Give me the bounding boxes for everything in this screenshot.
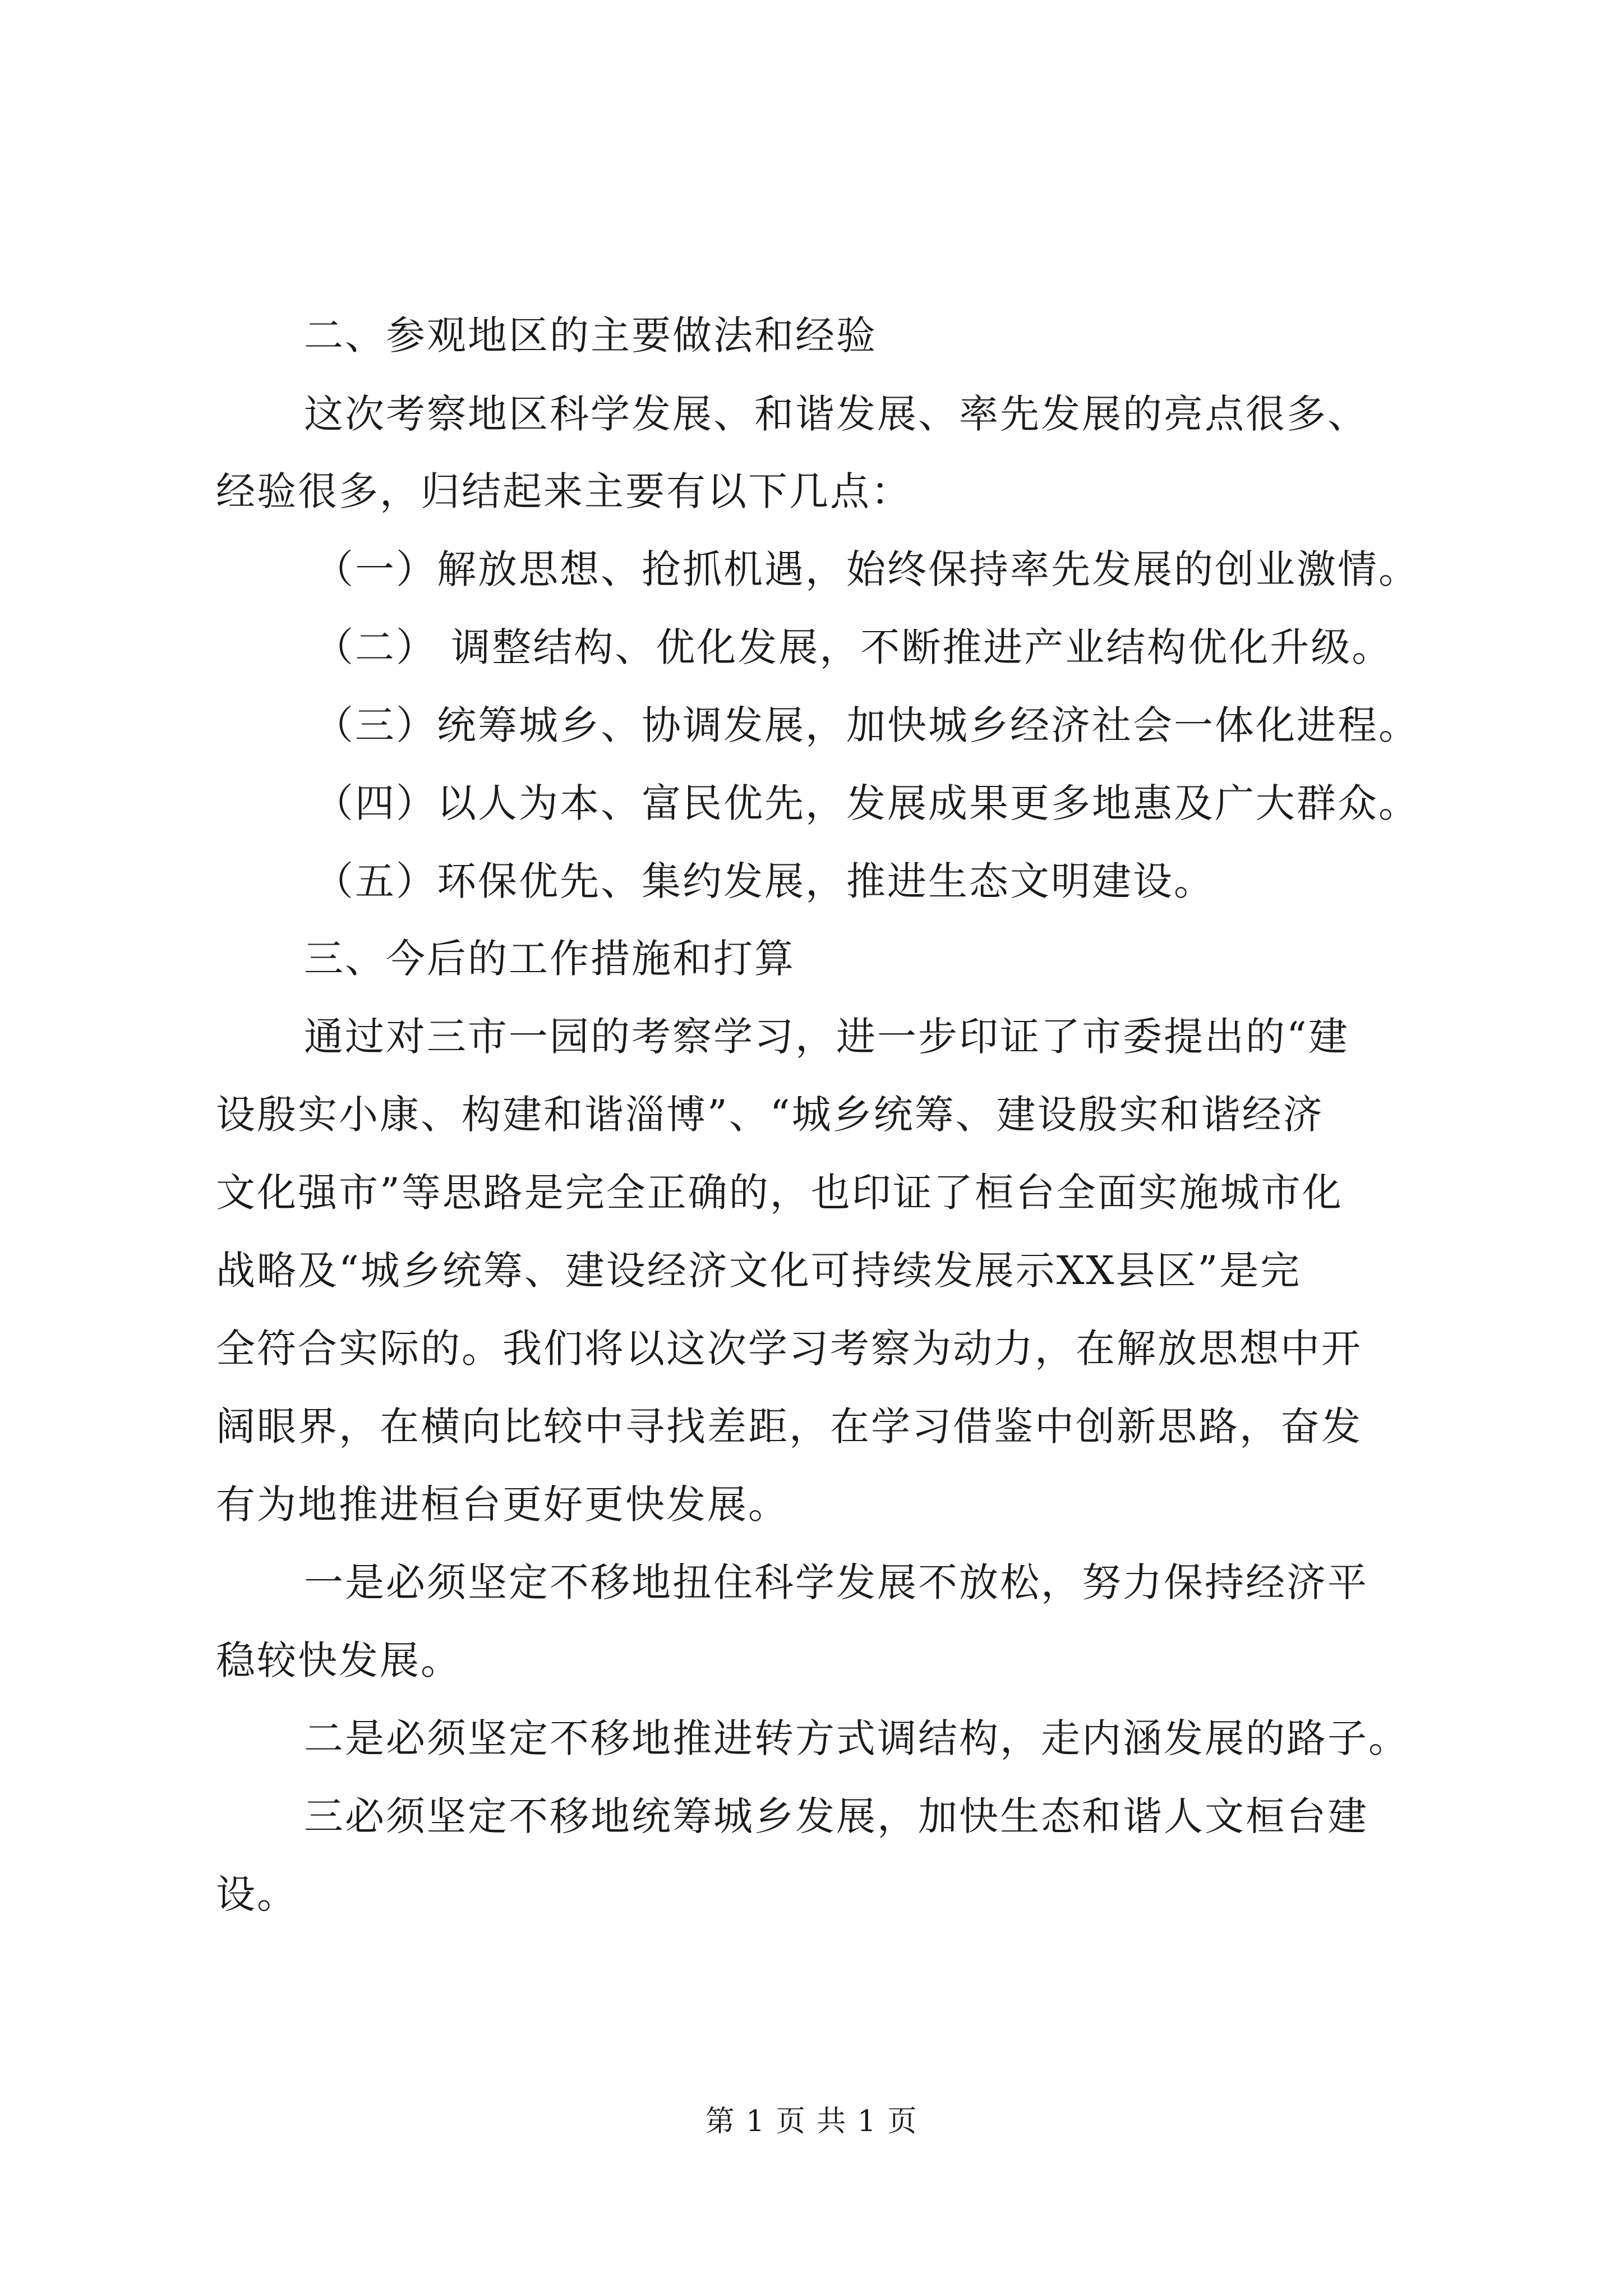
list-item-3: （三）统筹城乡、协调发展，加快城乡经济社会一体化进程。	[314, 702, 1419, 748]
paragraph-line: 经验很多，归结起来主要有以下几点：	[216, 468, 912, 514]
paragraph-line: 设。	[216, 1871, 298, 1917]
list-item-1: （一）解放思想、抢抓机遇，始终保持率先发展的创业激情。	[314, 546, 1419, 592]
paragraph-line: 一是必须坚定不移地扭住科学发展不放松，努力保持经济平	[304, 1559, 1368, 1605]
section-heading-2: 二、参观地区的主要做法和经验	[304, 312, 877, 358]
paragraph-line: 文化强市”等思路是完全正确的，也印证了桓台全面实施城市化	[216, 1170, 1343, 1216]
paragraph-line: 战略及“城乡统筹、建设经济文化可持续发展示XX县区”是完	[216, 1248, 1302, 1294]
paragraph-line: 有为地推进桓台更好更快发展。	[216, 1481, 789, 1527]
list-item-5: （五）环保优先、集约发展，推进生态文明建设。	[314, 858, 1215, 904]
list-item-2: （二） 调整结构、优化发展，不断推进产业结构优化升级。	[314, 624, 1393, 670]
section-heading-3: 三、今后的工作措施和打算	[304, 936, 795, 982]
paragraph-line: 这次考察地区科学发展、和谐发展、率先发展的亮点很多、	[304, 391, 1368, 437]
paragraph-line: 二是必须坚定不移地推进转方式调结构，走内涵发展的路子。	[304, 1715, 1409, 1761]
paragraph-line: 三必须坚定不移地统筹城乡发展，加快生态和谐人文桓台建	[304, 1793, 1368, 1839]
paragraph-line: 通过对三市一园的考察学习，进一步印证了市委提出的“建	[304, 1014, 1349, 1060]
paragraph-line: 稳较快发展。	[216, 1637, 462, 1683]
paragraph-line: 阔眼界，在横向比较中寻找差距，在学习借鉴中创新思路，奋发	[216, 1404, 1362, 1450]
list-item-4: （四）以人为本、富民优先，发展成果更多地惠及广大群众。	[314, 780, 1419, 826]
paragraph-line: 设殷实小康、构建和谐淄博”、“城乡统筹、建设殷实和谐经济	[216, 1092, 1324, 1138]
page-number-footer: 第 1 页 共 1 页	[705, 2105, 918, 2138]
paragraph-line: 全符合实际的。我们将以这次学习考察为动力，在解放思想中开	[216, 1326, 1362, 1372]
